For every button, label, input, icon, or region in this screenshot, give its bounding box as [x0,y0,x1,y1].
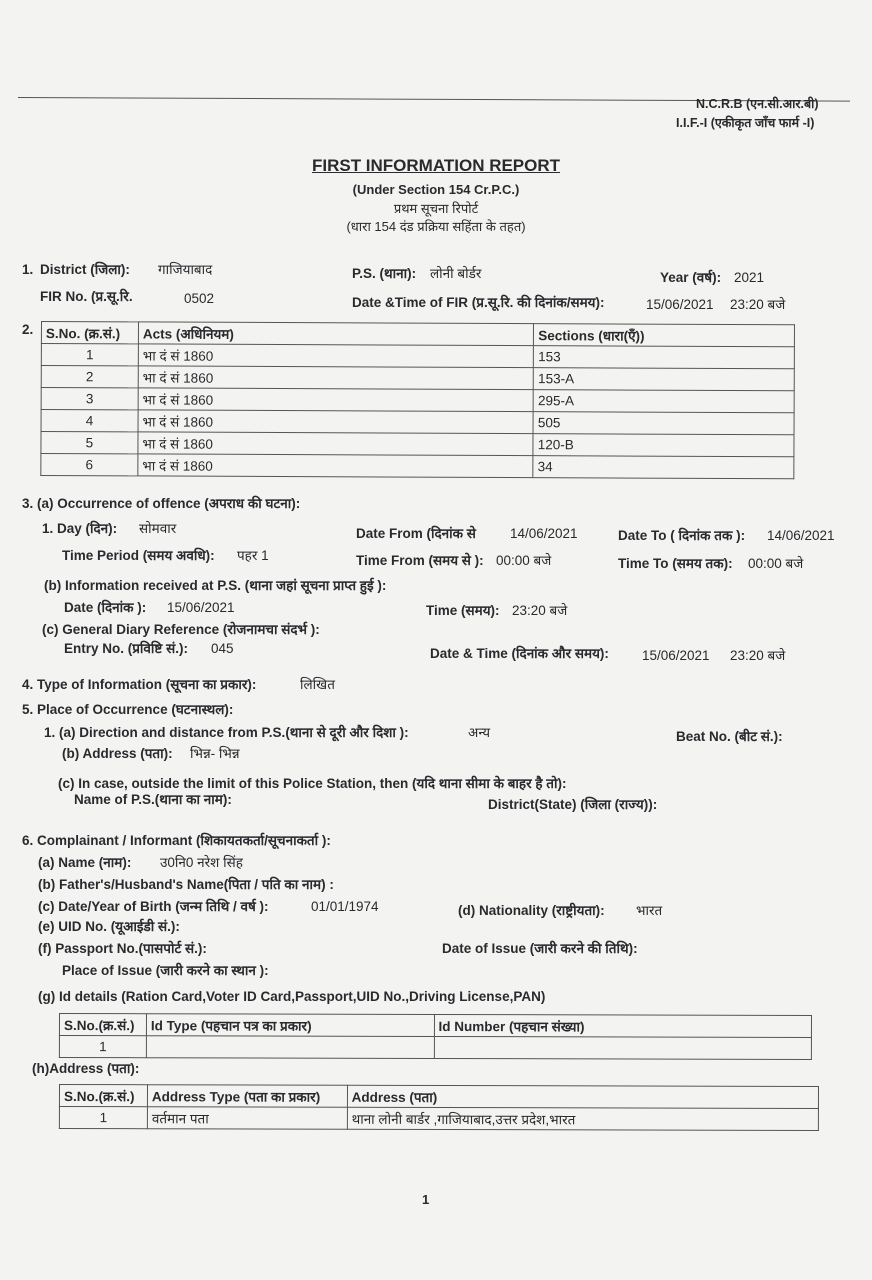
acts-header-sno: S.No. (क्र.सं.) [41,322,138,344]
acts-header-act: Acts (अधिनियम) [138,322,534,346]
ps-name-label: Name of P.S.(थाना का नाम): [74,792,232,807]
day-label: 1. Day (दिन): [42,521,118,536]
table-row [41,344,794,369]
fir-date-value: 15/06/2021 [646,297,714,312]
direction-distance-value: अन्य [468,725,491,740]
row-section: 153-A [534,368,795,391]
table-row [41,366,794,391]
date-from-label: Date From (दिनांक से [356,526,476,541]
info-date-label: Date (दिनांक ): [64,600,147,615]
gd-date-value: 15/06/2021 [642,648,710,663]
address-value: भिन्न- भिन्न [190,746,240,761]
time-from-value: 00:00 बजे [496,553,552,568]
page-title: FIRST INFORMATION REPORT [311,156,561,175]
row-act: भा दं सं 1860 [138,432,534,456]
row-section: 34 [533,456,794,479]
year-label: Year (वर्ष): [660,270,722,285]
title-hindi-sub: (धारा 154 दंड प्रक्रिया सहिंता के तहत) [346,219,526,234]
outside-limit-label: (c) In case, outside the limit of this Police Station, then (यदि थाना सीमा के बाहर है तो): [58,776,567,791]
row-sno: 1 [41,344,138,366]
name-label: (a) Name (नाम): [38,855,132,870]
info-date-value: 15/06/2021 [167,600,235,615]
row-sno: 6 [41,454,138,476]
entry-no-value: 045 [211,641,234,656]
day-value: सोमवार [139,521,177,536]
gd-datetime-label: Date & Time (दिनांक और समय): [430,646,609,661]
gd-reference-label: (c) General Diary Reference (रोजनामचा संदर्भ ): [42,622,320,637]
id-row-number [434,1036,812,1059]
title-under-section: (Under Section 154 Cr.P.C.) [352,182,520,197]
table-row [59,1036,811,1060]
district-state-label: District(State) (जिला (राज्य)): [488,797,658,812]
year-value: 2021 [734,270,765,285]
info-received-label: (b) Information received at P.S. (थाना जहां सूचना प्राप्त हुई ): [44,578,387,593]
addr-row-sno: 1 [59,1107,147,1129]
row-section: 120-B [533,434,794,457]
iif-label: I.I.F.-I (एकीकृत जाँच फार्म -I) [676,116,815,130]
dob-label: (c) Date/Year of Birth (जन्म तिथि / वर्ष ): [38,899,269,914]
ps-label: P.S. (थाना): [352,266,417,281]
district-value: गाजियाबाद [158,262,213,277]
issue-place-label: Place of Issue (जारी करने का स्थान ): [62,963,269,978]
row-section: 153 [534,346,795,369]
row-act: भा दं सं 1860 [138,388,534,412]
name-value: उ0नि0 नरेश सिंह [160,855,243,870]
dob-value: 01/01/1974 [311,899,379,914]
occurrence-label: 3. (a) Occurrence of offence (अपराध की घटना): [22,496,301,511]
direction-distance-label: 1. (a) Direction and distance from P.S.(थाना से दूरी और दिशा ): [44,725,409,740]
nationality-label: (d) Nationality (राष्ट्रीयता): [458,903,605,918]
ps-value: लोनी बोर्डर [430,266,482,281]
title-hindi: प्रथम सूचना रिपोर्ट [393,201,479,216]
address-table-header [59,1085,818,1109]
acts-table-header [41,322,794,347]
table-row [41,388,794,413]
id-row-type [146,1036,434,1059]
table-row [59,1107,818,1131]
acts-sections-table [40,321,795,479]
info-time-value: 23:20 बजे [512,603,568,618]
info-type-value: लिखित [300,677,335,692]
fir-time-value: 23:20 बजे [730,297,786,312]
row-section: 505 [533,412,794,435]
father-husband-label: (b) Father's/Husband's Name(पिता / पति का नाम) : [38,877,334,892]
gd-time-value: 23:20 बजे [730,648,786,663]
date-to-value: 14/06/2021 [767,528,835,543]
address-label: (b) Address (पता): [62,746,173,761]
info-type-label: 4. Type of Information (सूचना का प्रकार): [22,677,257,692]
time-period-value: पहर 1 [237,548,269,563]
acts-header-section: Sections (धारा(एँ)) [534,324,795,347]
ncrb-label: N.C.R.B (एन.सी.आर.बी) [696,97,819,111]
time-from-label: Time From (समय से ): [356,553,484,568]
time-to-label: Time To (समय तक): [618,556,733,571]
id-header-number: Id Number (पहचान संख्या) [434,1014,812,1037]
entry-no-label: Entry No. (प्रविष्टि सं.): [64,641,188,656]
id-header-type: Id Type (पहचान पत्र का प्रकार) [146,1014,434,1037]
fir-no-label: FIR No. (प्र.सू.रि. [40,289,133,304]
row-act: भा दं सं 1860 [138,410,534,434]
table-row [41,454,794,479]
s2-number: 2. [22,322,34,337]
district-label: District (जिला): [40,262,130,277]
passport-label: (f) Passport No.(पासपोर्ट सं.): [38,941,207,956]
row-act: भा दं सं 1860 [138,366,534,390]
s1-number: 1. [22,262,34,277]
address-section-label: (h)Address (पता): [32,1061,140,1076]
row-sno: 5 [41,432,138,454]
issue-date-label: Date of Issue (जारी करने की तिथि): [442,941,638,956]
row-act: भा दं सं 1860 [138,344,534,368]
page-number: 1 [422,1192,430,1207]
row-sno: 4 [41,410,138,432]
time-to-value: 00:00 बजे [748,556,804,571]
uid-label: (e) UID No. (यूआईडी सं.): [38,919,180,934]
addr-row-type: वर्तमान पता [147,1107,347,1130]
addr-header-address: Address (पता) [347,1085,818,1108]
id-details-table [59,1013,812,1060]
id-details-label: (g) Id details (Ration Card,Voter ID Card,Passport,UID No.,Driving License,PAN) [38,989,546,1004]
row-sno: 3 [41,388,138,410]
place-of-occurrence-label: 5. Place of Occurrence (घटनास्थल): [22,702,234,717]
date-from-value: 14/06/2021 [510,526,578,541]
date-to-label: Date To ( दिनांक तक ): [618,528,746,543]
table-row [41,410,794,435]
id-header-sno: S.No.(क्र.सं.) [59,1014,146,1036]
fir-datetime-label: Date &Time of FIR (प्र.सू.रि. की दिनांक/समय): [352,295,605,310]
address-table [59,1084,819,1131]
row-act: भा दं सं 1860 [138,454,534,478]
id-row-sno: 1 [59,1036,146,1058]
row-sno: 2 [41,366,138,388]
beat-no-label: Beat No. (बीट सं.): [676,729,783,744]
table-row [41,432,794,457]
fir-no-value: 0502 [184,291,215,306]
time-period-label: Time Period (समय अवधि): [62,548,215,563]
addr-row-address: थाना लोनी बार्डर ,गाजियाबाद,उत्तर प्रदेश,भारत [347,1107,818,1130]
addr-header-type: Address Type (पता का प्रकार) [147,1085,347,1108]
nationality-value: भारत [636,903,663,918]
addr-header-sno: S.No.(क्र.सं.) [59,1085,147,1107]
row-section: 295-A [533,390,794,413]
info-time-label: Time (समय): [426,603,500,618]
complainant-label: 6. Complainant / Informant (शिकायतकर्ता/सूचनाकर्ता ): [22,833,331,848]
id-table-header [59,1014,811,1038]
